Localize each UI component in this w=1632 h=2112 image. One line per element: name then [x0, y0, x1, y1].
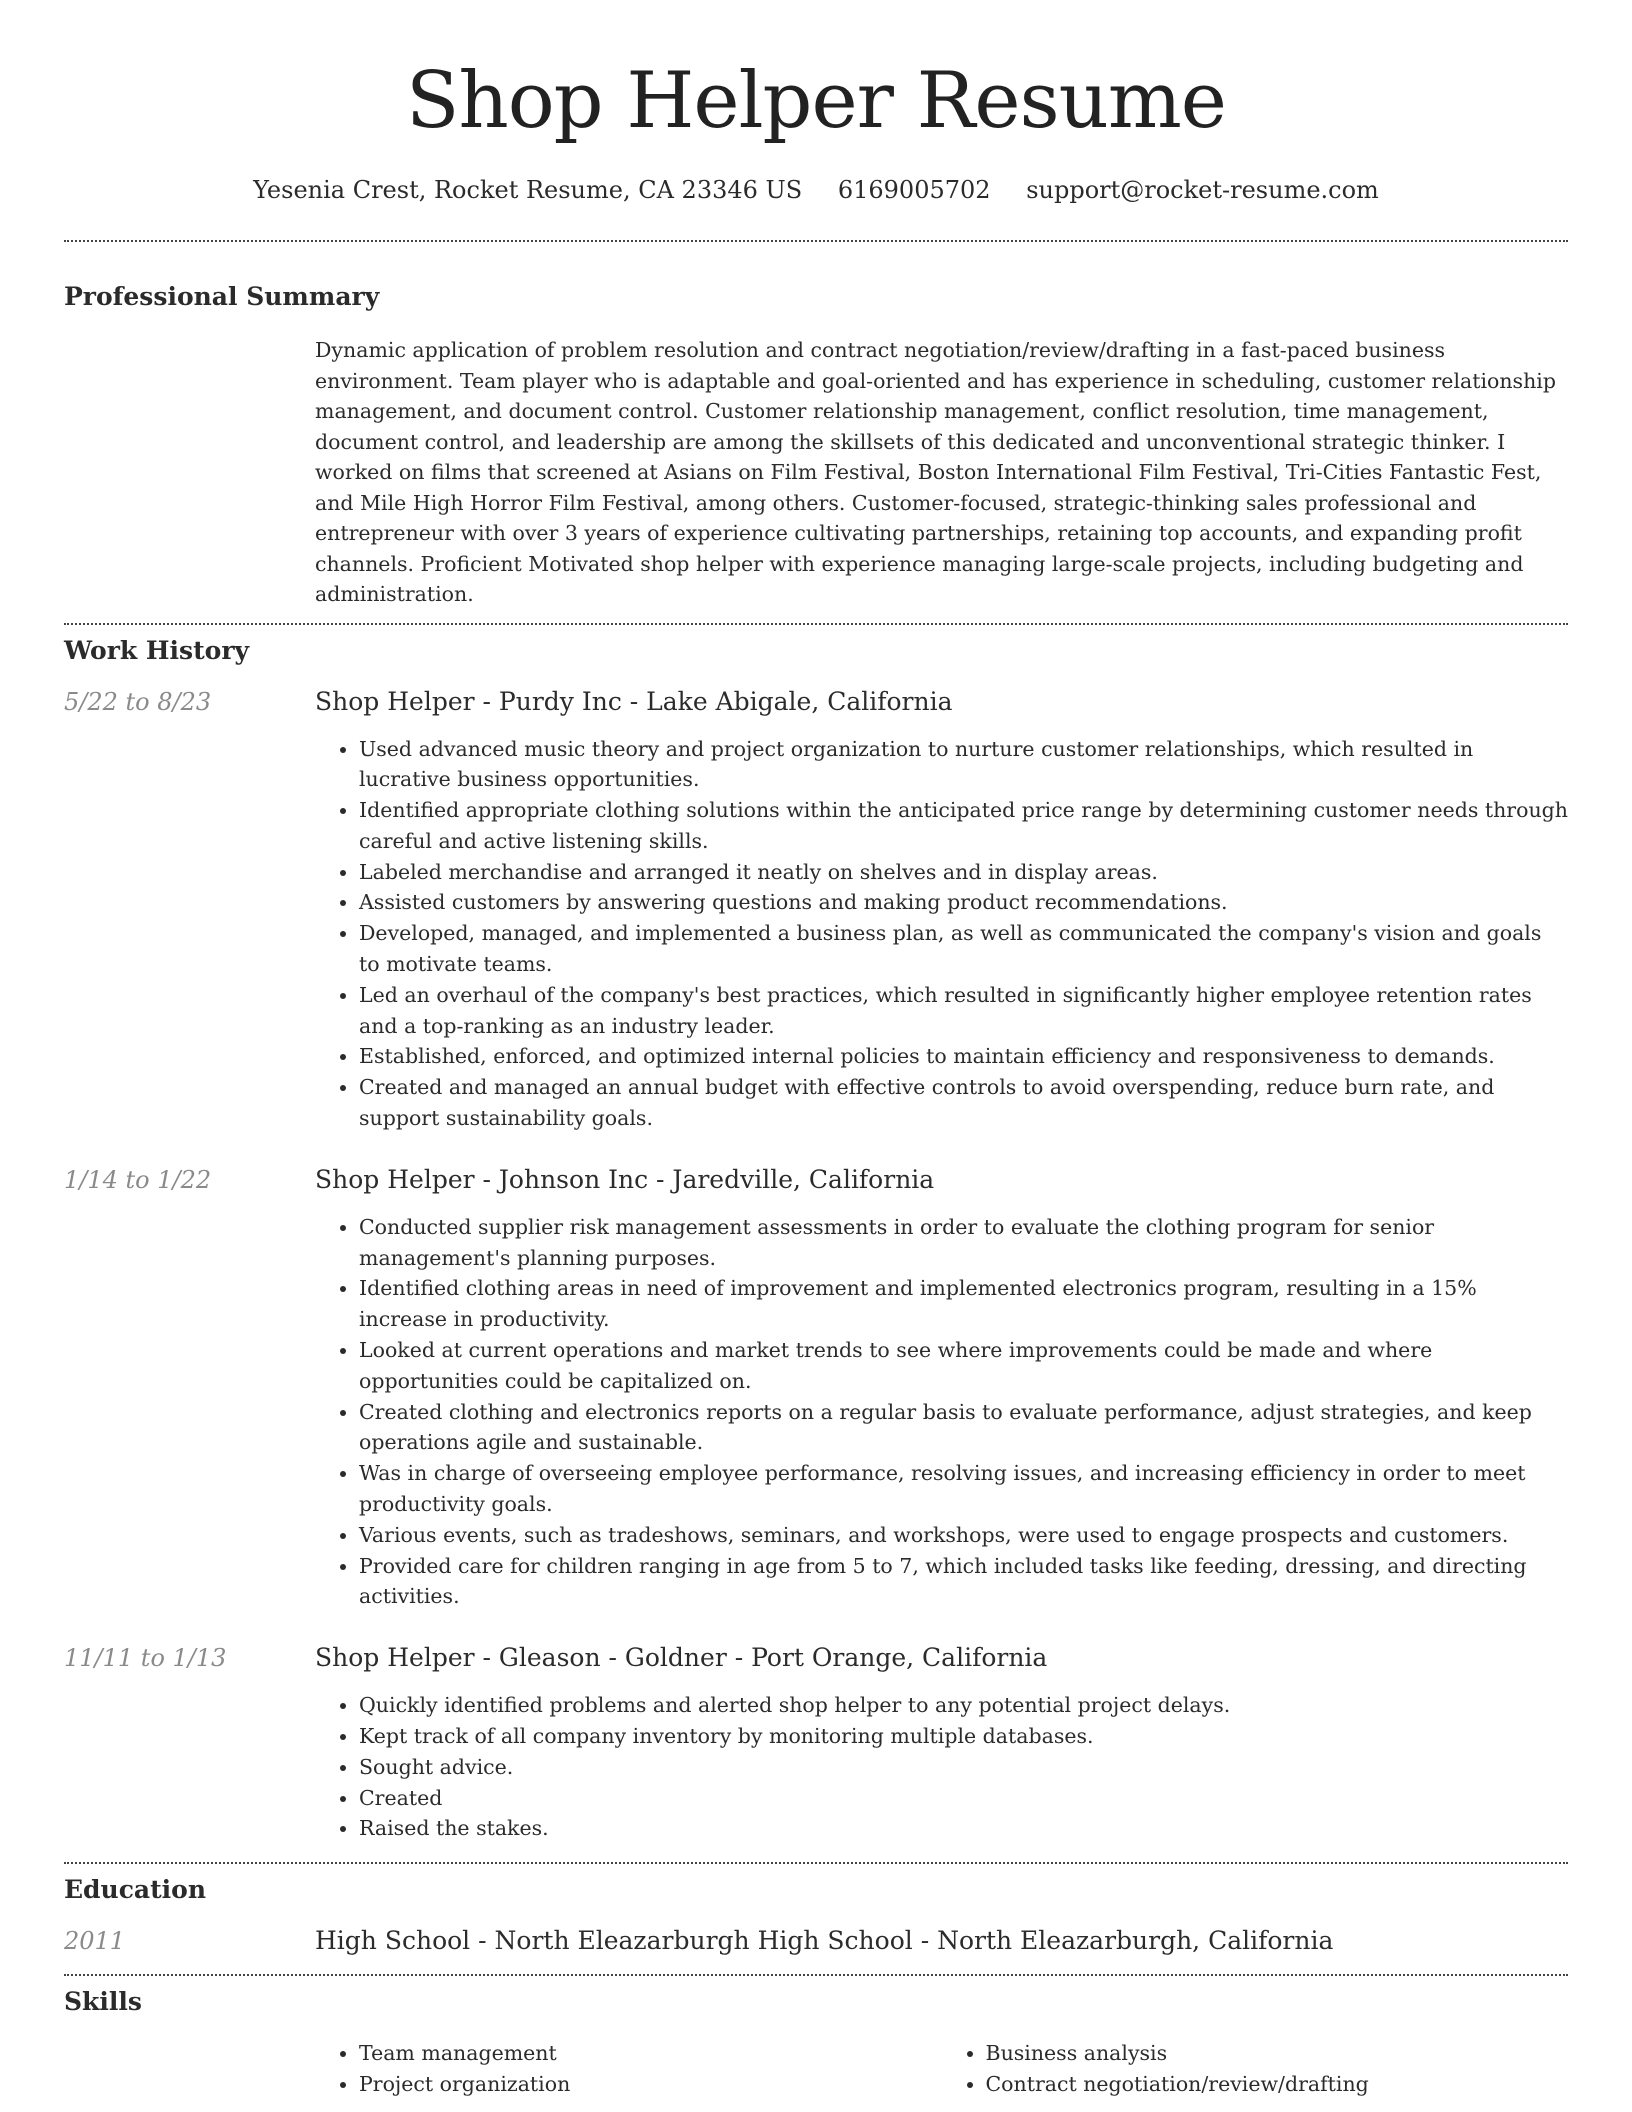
divider [64, 1862, 1568, 1864]
education-dates: 2011 [64, 1927, 126, 1956]
skills-list-right [942, 2038, 1569, 2100]
resume-title: Shop Helper Resume [406, 56, 1226, 146]
list-item: • Was in charge of overseeing employee performance, resolving issues, and increasing efficiency in order to meet productivity goals. [359, 1458, 1568, 1520]
job-dates: 1/14 to 1/22 [64, 1165, 212, 1194]
job-heading: Shop Helper - Johnson Inc - Jaredville, California [315, 1164, 935, 1194]
skills-list-left [315, 2038, 942, 2100]
education-entry: High School - North Eleazarburgh High School - North Eleazarburgh, California [315, 1926, 1334, 1956]
job-heading: Shop Helper - Gleason - Goldner - Port Orange, California [315, 1643, 1048, 1673]
skill-item: • Business analysis [986, 2038, 1569, 2069]
section-title-education: Education [64, 1875, 207, 1905]
skills-section [64, 1986, 1568, 2100]
contact-line [64, 174, 1568, 206]
list-item: • Various events, such as tradeshows, seminars, and workshops, were used to engage prospects and customers. [359, 1520, 1568, 1551]
summary-section [64, 281, 1568, 610]
contact-address: Yesenia Crest, Rocket Resume, CA 23346 US [253, 176, 803, 204]
work-history-section [64, 635, 1568, 1845]
list-item: • Created [359, 1783, 1568, 1814]
job-dates: 5/22 to 8/23 [64, 687, 212, 716]
list-item: • Looked at current operations and market trends to see where improvements could be made and where opportunities could be capitalized on. [359, 1335, 1568, 1397]
list-item: • Created clothing and electronics reports on a regular basis to evaluate performance, adjust strategies, and keep operations agile and sustainable. [359, 1397, 1568, 1459]
list-item: • Established, enforced, and optimized internal policies to maintain efficiency and responsiveness to demands. [359, 1041, 1568, 1072]
contact-email: support@rocket-resume.com [1026, 176, 1379, 204]
list-item: • Kept track of all company inventory by monitoring multiple databases. [359, 1721, 1568, 1752]
list-item: • Assisted customers by answering questions and making product recommendations. [359, 887, 1568, 918]
list-item: • Quickly identified problems and alerted shop helper to any potential project delays. [359, 1690, 1568, 1721]
list-item: • Used advanced music theory and project organization to nurture customer relationships, which resulted in lucrative business opportunities. [359, 734, 1568, 796]
section-title-summary: Professional Summary [64, 282, 380, 311]
section-title-work-history: Work History [64, 635, 250, 665]
summary-text: Dynamic application of problem resolution and contract negotiation/review/drafting in a fast-paced business environment. Team player who is adaptable and goal-oriented and has experience in scheduling, customer relationship management, and document control. Customer relationship management, conflict resolution, time management, document control, and leadership are among the skillsets of this dedicated and unconventional strategic thinker. I worked on films that screened at Asians on Film Festival, Boston International Film Festival, Tri-Cities Fantastic Fest, and Mile High Horror Film Festival, among others. Customer-focused, strategic-thinking sales professional and entrepreneur with over 3 years of experience cultivating partnerships, retaining top accounts, and expanding profit channels. Proficient Motivated shop helper with experience managing large-scale projects, including budgeting and administration. [315, 338, 1556, 606]
job-heading: Shop Helper - Purdy Inc - Lake Abigale, California [315, 686, 953, 716]
skill-item: • Team management [359, 2038, 942, 2069]
list-item: • Provided care for children ranging in age from 5 to 7, which included tasks like feeding, dressing, and directing activities. [359, 1551, 1568, 1613]
list-item: • Developed, managed, and implemented a business plan, as well as communicated the company's vision and goals to motivate teams. [359, 918, 1568, 980]
list-item: • Identified appropriate clothing solutions within the anticipated price range by determining customer needs through careful and active listening skills. [359, 795, 1568, 857]
job-dates: 11/11 to 1/13 [64, 1644, 227, 1673]
divider [64, 240, 1568, 242]
list-item: • Labeled merchandise and arranged it neatly on shelves and in display areas. [359, 857, 1568, 888]
job-entry [64, 1163, 1568, 1612]
resume-page [64, 0, 1568, 2100]
contact-phone: 6169005702 [837, 176, 991, 204]
list-item: • Raised the stakes. [359, 1813, 1568, 1844]
skill-item: • Contract negotiation/review/drafting [986, 2069, 1569, 2100]
job-entry [64, 685, 1568, 1134]
list-item: • Created and managed an annual budget with effective controls to avoid overspending, reduce burn rate, and support sustainability goals. [359, 1072, 1568, 1134]
job-bullets [315, 734, 1568, 1134]
job-bullets [315, 1690, 1568, 1844]
section-title-skills: Skills [64, 1987, 142, 2017]
list-item: • Identified clothing areas in need of improvement and implemented electronics program, resulting in a 15% increase in productivity. [359, 1273, 1568, 1335]
list-item: • Conducted supplier risk management assessments in order to evaluate the clothing program for senior management's planning purposes. [359, 1212, 1568, 1274]
job-bullets [315, 1212, 1568, 1612]
skill-item: • Project organization [359, 2069, 942, 2100]
list-item: • Sought advice. [359, 1752, 1568, 1783]
education-section [64, 1874, 1568, 1958]
job-entry [64, 1641, 1568, 1844]
divider [64, 623, 1568, 625]
divider [64, 1974, 1568, 1976]
list-item: • Led an overhaul of the company's best practices, which resulted in significantly higher employee retention rates and a top-ranking as an industry leader. [359, 980, 1568, 1042]
skills-columns [315, 2038, 1568, 2100]
